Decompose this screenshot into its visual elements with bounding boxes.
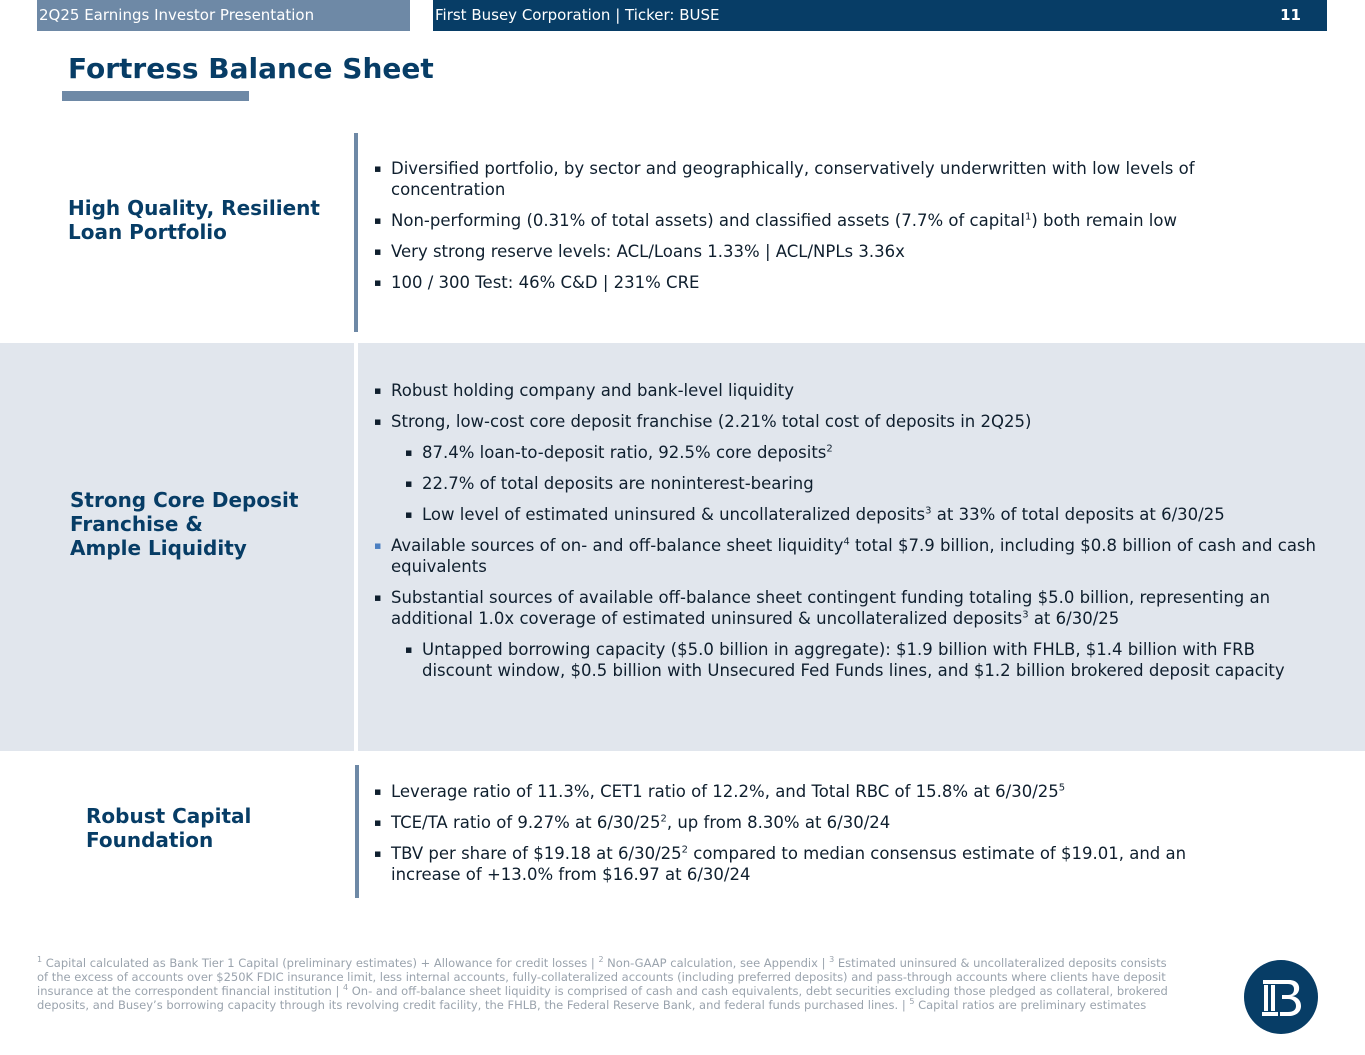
list-item: ▪ Non-performing (0.31% of total assets) and classified assets (7.7% of capital$^1$) both remain low (356, 210, 1296, 231)
company-ticker: First Busey Corporation | Ticker: BUSE (435, 6, 720, 24)
list-item: ▪ Robust holding company and bank-level liquidity (356, 380, 1326, 401)
list-item: ▪ Substantial sources of available off-balance sheet contingent funding totaling $5.0 billion, representing an additional 1.0x coverage of estimated uninsured & uncollateralized deposits$^3$ at 6/30/25 (356, 587, 1326, 629)
deposit-bullets (356, 380, 1326, 691)
title-underline (62, 91, 249, 101)
capital-section-heading: Robust Capital Foundation (86, 804, 252, 852)
list-item: ▪ 87.4% loan-to-deposit ratio, 92.5% core deposits$^2$ (356, 442, 1326, 463)
company-ticker-bar (433, 0, 1327, 31)
footnotes: $^1$ Capital calculated as Bank Tier 1 Capital (preliminary estimates) + Allowance for credit losses | $^2$ Non-GAAP calculation, see Appendix | $^3$ Estimated uninsured & uncollateralized deposits consists of the excess of accounts over $250K FDIC insurance limit, less internal accounts, fully-collateralized accounts (including preferred deposits) and pass-through accounts where clients have deposit insurance at the correspondent financial institution | $^4$ On- and off-balance sheet liquidity is comprised of cash and cash equivalents, debt securities excluding those pledged as collateral, brokered deposits, and Busey’s borrowing capacity through its revolving credit facility, the FHLB, the Federal Reserve Bank, and federal funds purchased lines. | $^5$ Capital ratios are preliminary estimates (37, 955, 1168, 1012)
list-item: ▪ Very strong reserve levels: ACL/Loans 1.33% | ACL/NPLs 3.36x (356, 241, 1296, 262)
page-title: Fortress Balance Sheet (68, 52, 434, 85)
list-item: ▪ 100 / 300 Test: 46% C&D | 231% CRE (356, 272, 1296, 293)
list-item: ▪ Strong, low-cost core deposit franchise (2.21% total cost of deposits in 2Q25) (356, 411, 1326, 432)
list-item: ▪ 22.7% of total deposits are noninterest-bearing (356, 473, 1326, 494)
loan-section-heading: High Quality, Resilient Loan Portfolio (68, 196, 320, 244)
list-item: ▪ Diversified portfolio, by sector and geographically, conservatively underwritten with low levels of concentration (356, 158, 1296, 200)
list-item: ▪ Low level of estimated uninsured & uncollateralized deposits$^3$ at 33% of total deposits at 6/30/25 (356, 504, 1326, 525)
list-item: ▪ Untapped borrowing capacity ($5.0 billion in aggregate): $1.9 billion with FHLB, $1.4 billion with FRB discount window, $0.5 billion with Unsecured Fed Funds lines, and $1.2 billion brokered deposit capacity (356, 639, 1326, 681)
busey-logo-icon (1244, 960, 1318, 1038)
page-number: 11 (1280, 6, 1301, 24)
presentation-title-bar (37, 0, 410, 31)
presentation-title: 2Q25 Earnings Investor Presentation (39, 6, 315, 24)
busey-logo-icon (1244, 960, 1318, 1034)
capital-bullets (356, 781, 1256, 895)
list-item: ▪ TBV per share of $19.18 at $6/30/25^2$ compared to median consensus estimate of $19.01, and an increase of +13.0% from $16.97 at 6/30/24 (356, 843, 1256, 885)
list-item: ▪ TCE/TA ratio of 9.27% at $6/30/25^2$, up from 8.30% at 6/30/24 (356, 812, 1256, 833)
loan-bullets (356, 158, 1296, 303)
list-item: ▪ Leverage ratio of 11.3%, CET1 ratio of 12.2%, and Total RBC of 15.8% at $6/30/25^5$ (356, 781, 1256, 802)
deposit-section-heading: Strong Core Deposit Franchise & Ample Liquidity (70, 488, 299, 560)
list-item: ▪ Available sources of on- and off-balance sheet liquidity$^4$ total $7.9 billion, including $0.8 billion of cash and cash equivalents (356, 535, 1326, 577)
